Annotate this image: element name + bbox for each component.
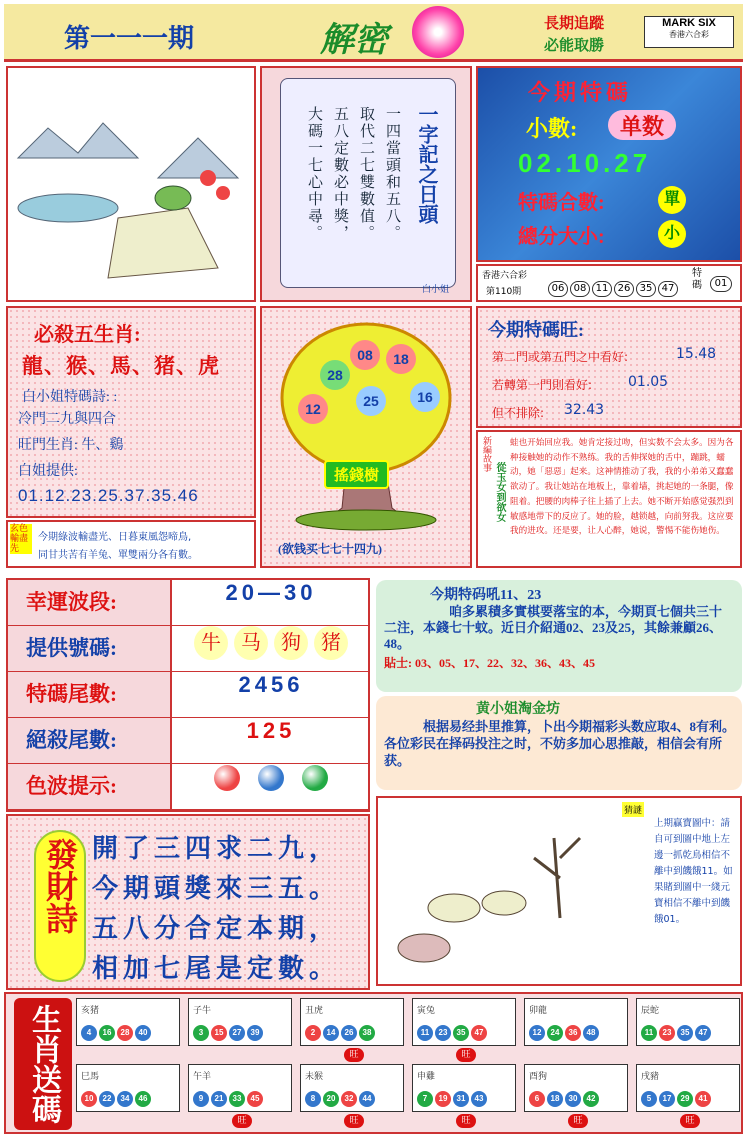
zodiac-card bbox=[76, 1064, 180, 1112]
scroll-signature: 白小姐 bbox=[422, 285, 450, 295]
issue-title: 第一一一期 bbox=[64, 24, 195, 53]
zodiac-card-label: 辰蛇 bbox=[641, 1006, 660, 1016]
zodiac-number-ball: 33 bbox=[229, 1091, 245, 1107]
mark-six-text: MARK SIX bbox=[662, 17, 716, 29]
special-numbers: 02.10.27 bbox=[518, 148, 652, 178]
zodiac-number-ball: 5 bbox=[641, 1091, 657, 1107]
zodiac-number-ball: 17 bbox=[659, 1091, 675, 1107]
logo-disc-icon bbox=[412, 6, 464, 58]
stats-label: 特碼尾數: bbox=[8, 672, 172, 717]
result-balls bbox=[548, 276, 680, 297]
stats-table bbox=[6, 578, 370, 812]
zodiac-number-ball: 20 bbox=[323, 1091, 339, 1107]
color-ball-icon bbox=[214, 765, 240, 791]
zodiac-number-ball: 18 bbox=[547, 1091, 563, 1107]
mark-six-logo bbox=[644, 16, 734, 48]
slogan-1: 長期追蹤 bbox=[544, 16, 605, 32]
hot-row-3-value: 32.43 bbox=[564, 402, 605, 418]
zodiac-card-label: 寅兔 bbox=[417, 1006, 436, 1016]
header-bar bbox=[4, 4, 743, 62]
wang-badge: 旺 bbox=[232, 1114, 252, 1128]
zodiac-number-ball: 46 bbox=[135, 1091, 151, 1107]
kill-animals: 龍、猴、馬、猪、虎 bbox=[22, 354, 220, 378]
zodiac-number-ball: 38 bbox=[359, 1025, 375, 1041]
tree-ball: 12 bbox=[298, 394, 328, 424]
zodiac-card-balls bbox=[528, 1020, 600, 1041]
zodiac-card-label: 午羊 bbox=[193, 1072, 212, 1082]
zodiac-chip: 猪 bbox=[314, 626, 348, 660]
zodiac-number-ball: 32 bbox=[341, 1091, 357, 1107]
wang-badge: 旺 bbox=[344, 1048, 364, 1062]
kill-numbers: 01.12.23.25.37.35.46 bbox=[18, 486, 199, 505]
poem2-badge-text: 發財詩 bbox=[42, 838, 78, 934]
riddle-tag: 猜謎 bbox=[622, 802, 644, 817]
scroll-line-1: 一四當頭和五八。 bbox=[384, 106, 400, 242]
zodiac-card-label: 戌豬 bbox=[641, 1072, 660, 1082]
zodiac-card-label: 亥猪 bbox=[81, 1006, 100, 1016]
zodiac-card bbox=[636, 998, 740, 1046]
story-tag: 新編故事 bbox=[481, 436, 491, 472]
zodiac-number-ball: 7 bbox=[417, 1091, 433, 1107]
tree-caption: (欲钱买七七十四九) bbox=[278, 542, 382, 556]
zodiac-number-ball: 31 bbox=[453, 1091, 469, 1107]
zodiac-card-balls bbox=[192, 1086, 264, 1107]
green-box-text: 咱多累積多實棋要落宝的本，今期頁七個共三十二注，本錢七十蚊。近日介紹通02、23及25，其餘兼顧26、48。 bbox=[384, 604, 723, 651]
zodiac-card bbox=[412, 1064, 516, 1112]
stats-row bbox=[8, 718, 368, 764]
zodiac-number-ball: 44 bbox=[359, 1091, 375, 1107]
stats-row bbox=[8, 580, 368, 626]
stats-value: 125 bbox=[246, 718, 296, 743]
special-sum-value: 單 bbox=[658, 186, 686, 214]
zodiac-card bbox=[188, 998, 292, 1046]
zodiac-chip: 牛 bbox=[194, 626, 228, 660]
poem2-line-2: 今期頭獎來三五。 bbox=[92, 874, 341, 903]
wang-badge: 旺 bbox=[568, 1114, 588, 1128]
color-ball-icon bbox=[258, 765, 284, 791]
zodiac-number-ball: 47 bbox=[471, 1025, 487, 1041]
stats-value bbox=[176, 764, 366, 809]
zodiac-number-ball: 28 bbox=[117, 1025, 133, 1041]
zodiac-number-ball: 21 bbox=[211, 1091, 227, 1107]
green-box-tip: 貼士: 03、05、17、22、32、36、43、45 bbox=[384, 656, 595, 670]
zodiac-number-ball: 2 bbox=[305, 1025, 321, 1041]
tree-panel bbox=[260, 306, 472, 568]
special-title: 今期特碼 bbox=[528, 80, 633, 105]
zodiac-number-ball: 34 bbox=[117, 1091, 133, 1107]
zodiac-number-ball: 47 bbox=[695, 1025, 711, 1041]
zodiac-card-balls bbox=[80, 1020, 152, 1041]
green-box bbox=[376, 580, 742, 692]
zodiac-card-balls bbox=[528, 1086, 600, 1107]
zodiac-number-ball: 23 bbox=[435, 1025, 451, 1041]
kill-poem-title: 白小姐特碼詩: : bbox=[22, 390, 118, 405]
tree-ball: 25 bbox=[356, 386, 386, 416]
tree-ball: 28 bbox=[320, 360, 350, 390]
zodiac-number-ball: 12 bbox=[529, 1025, 545, 1041]
result-special-label: 特碼 bbox=[692, 268, 702, 291]
zodiac-number-ball: 40 bbox=[135, 1025, 151, 1041]
special-small-value: 单数 bbox=[608, 110, 676, 140]
hot-row-2-value: 01.05 bbox=[628, 374, 669, 390]
kill-poem-2: 旺門生肖: 牛、鷄 bbox=[18, 438, 124, 453]
stats-row bbox=[8, 626, 368, 672]
logo-text: 解密 bbox=[320, 22, 388, 59]
zodiac-number-ball: 30 bbox=[565, 1091, 581, 1107]
zodiac-number-ball: 11 bbox=[417, 1025, 433, 1041]
story-panel bbox=[476, 430, 742, 568]
hot-title: 今期特碼旺: bbox=[488, 320, 584, 340]
kill-footer-line-1: 今期綠波輸盡光、日暮東風怨啼鳥, bbox=[38, 532, 192, 543]
zodiac-card-label: 巳馬 bbox=[81, 1072, 100, 1082]
zodiac-card bbox=[188, 1064, 292, 1112]
tree-ball: 08 bbox=[350, 340, 380, 370]
result-ball: 35 bbox=[636, 281, 656, 297]
zodiac-number-ball: 45 bbox=[247, 1091, 263, 1107]
result-ball: 11 bbox=[592, 281, 612, 297]
wang-badge: 旺 bbox=[344, 1114, 364, 1128]
kill-provider: 白姐提供: bbox=[18, 464, 78, 479]
story-text: 蛙也开始回应我。她肯定接过吻，但实数不会太多。因为各种接触她的动作不熟练。我的舌伸探她的舌中，蹦跳，蠕动，她「惡惡」起来。这神情推动了我，我的小弟弟又蠢蠢欲动了。我让她站在地板上，靠着墙，挑起她的一条腿，像阻着。把腰的肉棒子往上插了上去。她不断开始感觉强烈到敏感地带下的反应了。她的脸，越锁越，向前努我。这应要我的进攻。还是要，让人心醉，她说，警惕不能伤她伤。 bbox=[510, 438, 734, 537]
result-ball: 08 bbox=[570, 281, 590, 297]
zodiac-number-ball: 3 bbox=[193, 1025, 209, 1041]
stats-value: 2456 bbox=[238, 672, 304, 697]
landscape-panel bbox=[6, 66, 256, 302]
stats-value: 20—30 bbox=[225, 580, 317, 605]
zodiac-chip: 马 bbox=[234, 626, 268, 660]
zodiac-number-ball: 24 bbox=[547, 1025, 563, 1041]
zodiac-card-balls bbox=[416, 1020, 488, 1041]
mark-six-sub: 香港六合彩 bbox=[669, 30, 709, 39]
riddle-illustration bbox=[384, 818, 614, 978]
zodiac-number-ball: 15 bbox=[211, 1025, 227, 1041]
zodiac-card bbox=[636, 1064, 740, 1112]
zodiac-title: 生肖送碼 bbox=[14, 998, 72, 1130]
stats-label: 提供號碼: bbox=[8, 626, 172, 671]
poem2-panel bbox=[6, 814, 370, 990]
zodiac-card bbox=[524, 1064, 628, 1112]
zodiac-card-label: 申雞 bbox=[417, 1072, 436, 1082]
hot-row-1-value: 15.48 bbox=[676, 346, 717, 362]
zodiac-number-ball: 8 bbox=[305, 1091, 321, 1107]
zodiac-card-balls bbox=[192, 1020, 264, 1041]
poem2-line-3: 五八分合定本期， bbox=[92, 914, 341, 943]
special-sum-label: 特碼合數: bbox=[518, 192, 605, 214]
wang-badge: 旺 bbox=[680, 1114, 700, 1128]
kill-footer-tag: 玄色輸盡先 bbox=[10, 524, 32, 554]
zodiac-number-ball: 11 bbox=[641, 1025, 657, 1041]
scroll-heading: 一字記之日頭 bbox=[415, 104, 437, 224]
result-ball: 06 bbox=[548, 281, 568, 297]
tree-sign: 搖錢樹 bbox=[324, 460, 389, 489]
tree-ball: 18 bbox=[386, 344, 416, 374]
riddle-panel bbox=[376, 796, 742, 986]
zodiac-card-balls bbox=[640, 1020, 712, 1041]
huang-box bbox=[376, 696, 742, 790]
result-special-ball: 01 bbox=[710, 276, 732, 292]
riddle-text: 上期贏寶圖中：請自可到圖中地上左邊一抓乾鳥相信不離中到饑餓11。如果賭到圖中一綫元寶相信不離中到饑餓01。 bbox=[654, 818, 733, 925]
result-label-1: 香港六合彩 bbox=[482, 271, 528, 281]
zodiac-number-ball: 22 bbox=[99, 1091, 115, 1107]
scroll-panel bbox=[260, 66, 472, 302]
kill-footer-line-2: 同甘共苦有羊兔、單雙兩分各有數。 bbox=[38, 550, 198, 561]
zodiac-number-ball: 19 bbox=[435, 1091, 451, 1107]
wang-badge: 旺 bbox=[456, 1114, 476, 1128]
story-side: 從玉女到欲女 bbox=[494, 462, 505, 522]
zodiac-number-ball: 14 bbox=[323, 1025, 339, 1041]
zodiac-card-label: 子牛 bbox=[193, 1006, 212, 1016]
scroll-line-4: 大碼一七心中尋。 bbox=[306, 106, 322, 242]
stats-value bbox=[176, 626, 366, 671]
stats-label: 幸運波段: bbox=[8, 580, 172, 625]
zodiac-card-balls bbox=[304, 1086, 376, 1107]
zodiac-number-ball: 26 bbox=[341, 1025, 357, 1041]
zodiac-card-label: 卯龍 bbox=[529, 1006, 548, 1016]
tree-ball: 16 bbox=[410, 382, 440, 412]
result-ball: 26 bbox=[614, 281, 634, 297]
hot-row-2-label: 若轉第一門則看好: bbox=[492, 378, 593, 392]
kill-title: 必殺五生肖: bbox=[34, 324, 141, 346]
zodiac-card bbox=[76, 998, 180, 1046]
zodiac-chip: 狗 bbox=[274, 626, 308, 660]
zodiac-number-ball: 39 bbox=[247, 1025, 263, 1041]
huang-title: 黄小姐淘金坊 bbox=[476, 702, 560, 717]
zodiac-card bbox=[300, 998, 404, 1046]
stats-row bbox=[8, 672, 368, 718]
zodiac-number-ball: 43 bbox=[471, 1091, 487, 1107]
kill-footer bbox=[6, 520, 256, 568]
zodiac-number-ball: 29 bbox=[677, 1091, 693, 1107]
green-box-title: 今期特码吼11、23 bbox=[430, 588, 542, 603]
zodiac-number-ball: 42 bbox=[583, 1091, 599, 1107]
zodiac-card-balls bbox=[640, 1086, 712, 1107]
result-ball: 47 bbox=[658, 281, 678, 297]
kill-panel bbox=[6, 306, 256, 518]
zodiac-card-balls bbox=[304, 1020, 376, 1041]
scroll-line-2: 取代二七雙數值。 bbox=[358, 106, 374, 242]
zodiac-number-ball: 35 bbox=[453, 1025, 469, 1041]
huang-text: 根据易经卦里推算，卜出今期福彩头数应取4、8有利。各位彩民在择码投注之时，不妨多加心思推敲，相信会有所获。 bbox=[384, 719, 736, 768]
zodiac-card bbox=[412, 998, 516, 1046]
zodiac-card-balls bbox=[80, 1086, 152, 1107]
hot-panel bbox=[476, 306, 742, 428]
zodiac-card bbox=[524, 998, 628, 1046]
zodiac-number-ball: 4 bbox=[81, 1025, 97, 1041]
zodiac-card-balls bbox=[416, 1086, 488, 1107]
zodiac-card bbox=[300, 1064, 404, 1112]
hot-row-3-label: 但不排除: bbox=[492, 406, 545, 420]
zodiac-number-ball: 48 bbox=[583, 1025, 599, 1041]
zodiac-card-label: 酉狗 bbox=[529, 1072, 548, 1082]
result-label-2: 第110期 bbox=[486, 287, 522, 297]
zodiac-number-ball: 35 bbox=[677, 1025, 693, 1041]
frog-landscape-illustration bbox=[8, 68, 254, 300]
special-small-label: 小數: bbox=[526, 116, 578, 141]
poem2-line-1: 開了三四求二九， bbox=[92, 834, 341, 863]
zodiac-number-ball: 6 bbox=[529, 1091, 545, 1107]
zodiac-number-ball: 10 bbox=[81, 1091, 97, 1107]
stats-label: 絕殺尾數: bbox=[8, 718, 172, 763]
special-size-value: 小 bbox=[658, 220, 686, 248]
scroll-line-3: 五八定數必中獎， bbox=[332, 106, 348, 242]
poem2-line-4: 相加七尾是定數。 bbox=[92, 954, 341, 983]
zodiac-number-ball: 36 bbox=[565, 1025, 581, 1041]
special-panel bbox=[476, 66, 742, 262]
zodiac-section bbox=[4, 992, 743, 1134]
color-ball-icon bbox=[302, 765, 328, 791]
zodiac-number-ball: 9 bbox=[193, 1091, 209, 1107]
zodiac-number-ball: 27 bbox=[229, 1025, 245, 1041]
stats-label: 色波提示: bbox=[8, 764, 172, 809]
zodiac-number-ball: 16 bbox=[99, 1025, 115, 1041]
special-size-label: 總分大小: bbox=[518, 226, 605, 248]
slogan-2: 必能取勝 bbox=[544, 38, 605, 54]
zodiac-number-ball: 23 bbox=[659, 1025, 675, 1041]
zodiac-card-label: 丑虎 bbox=[305, 1006, 324, 1016]
kill-poem-1: 冷門二九與四合 bbox=[18, 412, 116, 427]
result-bar bbox=[476, 264, 742, 302]
hot-row-1-label: 第二門或第五門之中看好: bbox=[492, 350, 629, 364]
zodiac-number-ball: 41 bbox=[695, 1091, 711, 1107]
zodiac-card-label: 未猴 bbox=[305, 1072, 324, 1082]
stats-row bbox=[8, 764, 368, 810]
wang-badge: 旺 bbox=[456, 1048, 476, 1062]
